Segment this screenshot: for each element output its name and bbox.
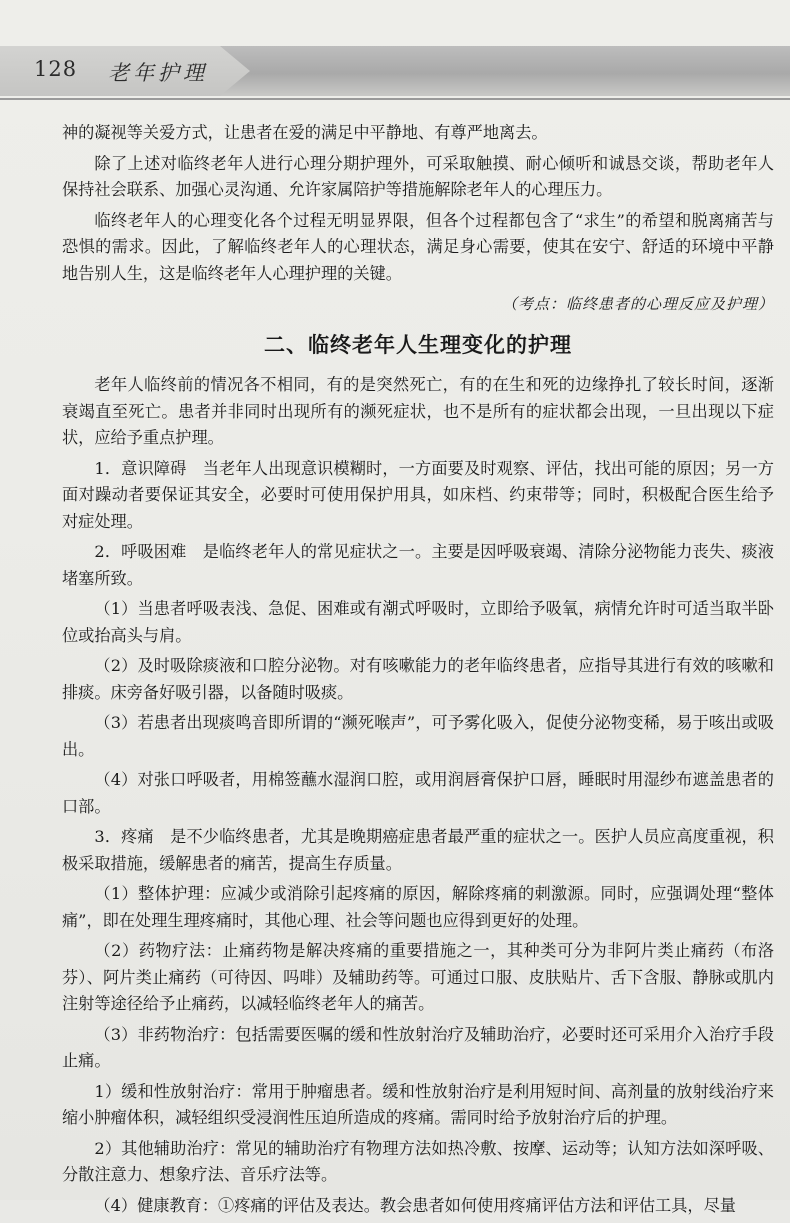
sub-item: （3）非药物治疗：包括需要医嘱的缓和性放射治疗及辅助治疗，必要时还可采用介入治疗手段止痛。: [62, 1024, 774, 1070]
page-content: [62, 120, 774, 1223]
sub-item: （1）整体护理：应减少或消除引起疼痛的原因，解除疼痛的刺激源。同时，应强调处理“整体痛”，即在处理生理疼痛时，其他心理、社会等问题也应得到更好的处理。: [62, 884, 774, 930]
paragraph: 老年人临终前的情况各不相同，有的是突然死亡，有的在生和死的边缘挣扎了较长时间，逐渐衰竭直至死亡。患者并非同时出现所有的濒死症状，也不是所有的症状都会出现，一旦出现以下症状，应给予重点护理。: [62, 375, 774, 447]
page-number: 128: [34, 57, 78, 81]
sub-item: （3）若患者出现痰鸣音即所谓的“濒死喉声”，可予雾化吸入，促使分泌物变稀，易于咳出或吸出。: [62, 713, 774, 759]
numbered-item: 3．疼痛 是不少临终患者，尤其是晚期癌症患者最严重的症状之一。医护人员应高度重视，积极采取措施，缓解患者的痛苦，提高生存质量。: [62, 827, 774, 873]
sub-item: （1）当患者呼吸表浅、急促、困难或有潮式呼吸时，立即给予吸氧，病情允许时可适当取半卧位或抬高头与肩。: [62, 599, 774, 645]
numbered-item: 1．意识障碍 当老年人出现意识模糊时，一方面要及时观察、评估，找出可能的原因；另一方面对躁动者要保证其安全，必要时可使用保护用具，如床档、约束带等；同时，积极配合医生给予对症处理。: [62, 458, 774, 531]
chapter-name: 老年护理: [108, 61, 208, 85]
paragraph: 除了上述对临终老年人进行心理分期护理外，可采取触摸、耐心倾听和诚恳交谈，帮助老年人保持社会联系、加强心灵沟通、允许家属陪护等措施解除老年人的心理压力。: [62, 153, 774, 199]
sub-item: （2）及时吸除痰液和口腔分泌物。对有咳嗽能力的老年临终患者，应指导其进行有效的咳嗽和排痰。床旁备好吸引器，以备随时吸痰。: [62, 656, 774, 702]
section-title: 二、临终老年人生理变化的护理: [264, 332, 572, 357]
exam-point-note: （考点：临终患者的心理反应及护理）: [501, 295, 774, 313]
numbered-item: 2．呼吸困难 是临终老年人的常见症状之一。主要是因呼吸衰竭、清除分泌物能力丧失、痰液堵塞所致。: [62, 542, 774, 588]
paragraph: 临终老年人的心理变化各个过程无明显界限，但各个过程都包含了“求生”的希望和脱离痛苦与恐惧的需求。因此，了解临终老年人的心理状态，满足身心需要，使其在安宁、舒适的环境中平静地告别人生，这是临终老年人心理护理的关键。: [62, 210, 774, 283]
paragraph: 神的凝视等关爱方式，让患者在爱的满足中平静地、有尊严地离去。: [62, 123, 548, 142]
running-header: [0, 46, 790, 98]
sub-sub-item: 1）缓和性放射治疗：常用于肿瘤患者。缓和性放射治疗是利用短时间、高剂量的放射线治疗来缩小肿瘤体积，减轻组织受浸润性压迫所造成的疼痛。需同时给予放射治疗后的护理。: [62, 1081, 774, 1127]
sub-item: （4）对张口呼吸者，用棉签蘸水湿润口腔，或用润唇膏保护口唇，睡眠时用湿纱布遮盖患者的口部。: [62, 770, 774, 816]
sub-sub-item: 2）其他辅助治疗：常见的辅助治疗有物理方法如热冷敷、按摩、运动等；认知方法如深呼吸、分散注意力、想象疗法、音乐疗法等。: [62, 1138, 774, 1184]
header-rule: [0, 98, 790, 100]
sub-item: （2）药物疗法：止痛药物是解决疼痛的重要措施之一，其种类可分为非阿片类止痛药（布洛芬）、阿片类止痛药（可待因、吗啡）及辅助药等。可通过口服、皮肤贴片、舌下含服、静脉或肌内注射等途径给予止痛药，以减轻临终老年人的痛苦。: [62, 941, 774, 1013]
sub-item: （4）健康教育：①疼痛的评估及表达。教会患者如何使用疼痛评估方法和评估工具，尽量: [94, 1195, 736, 1215]
